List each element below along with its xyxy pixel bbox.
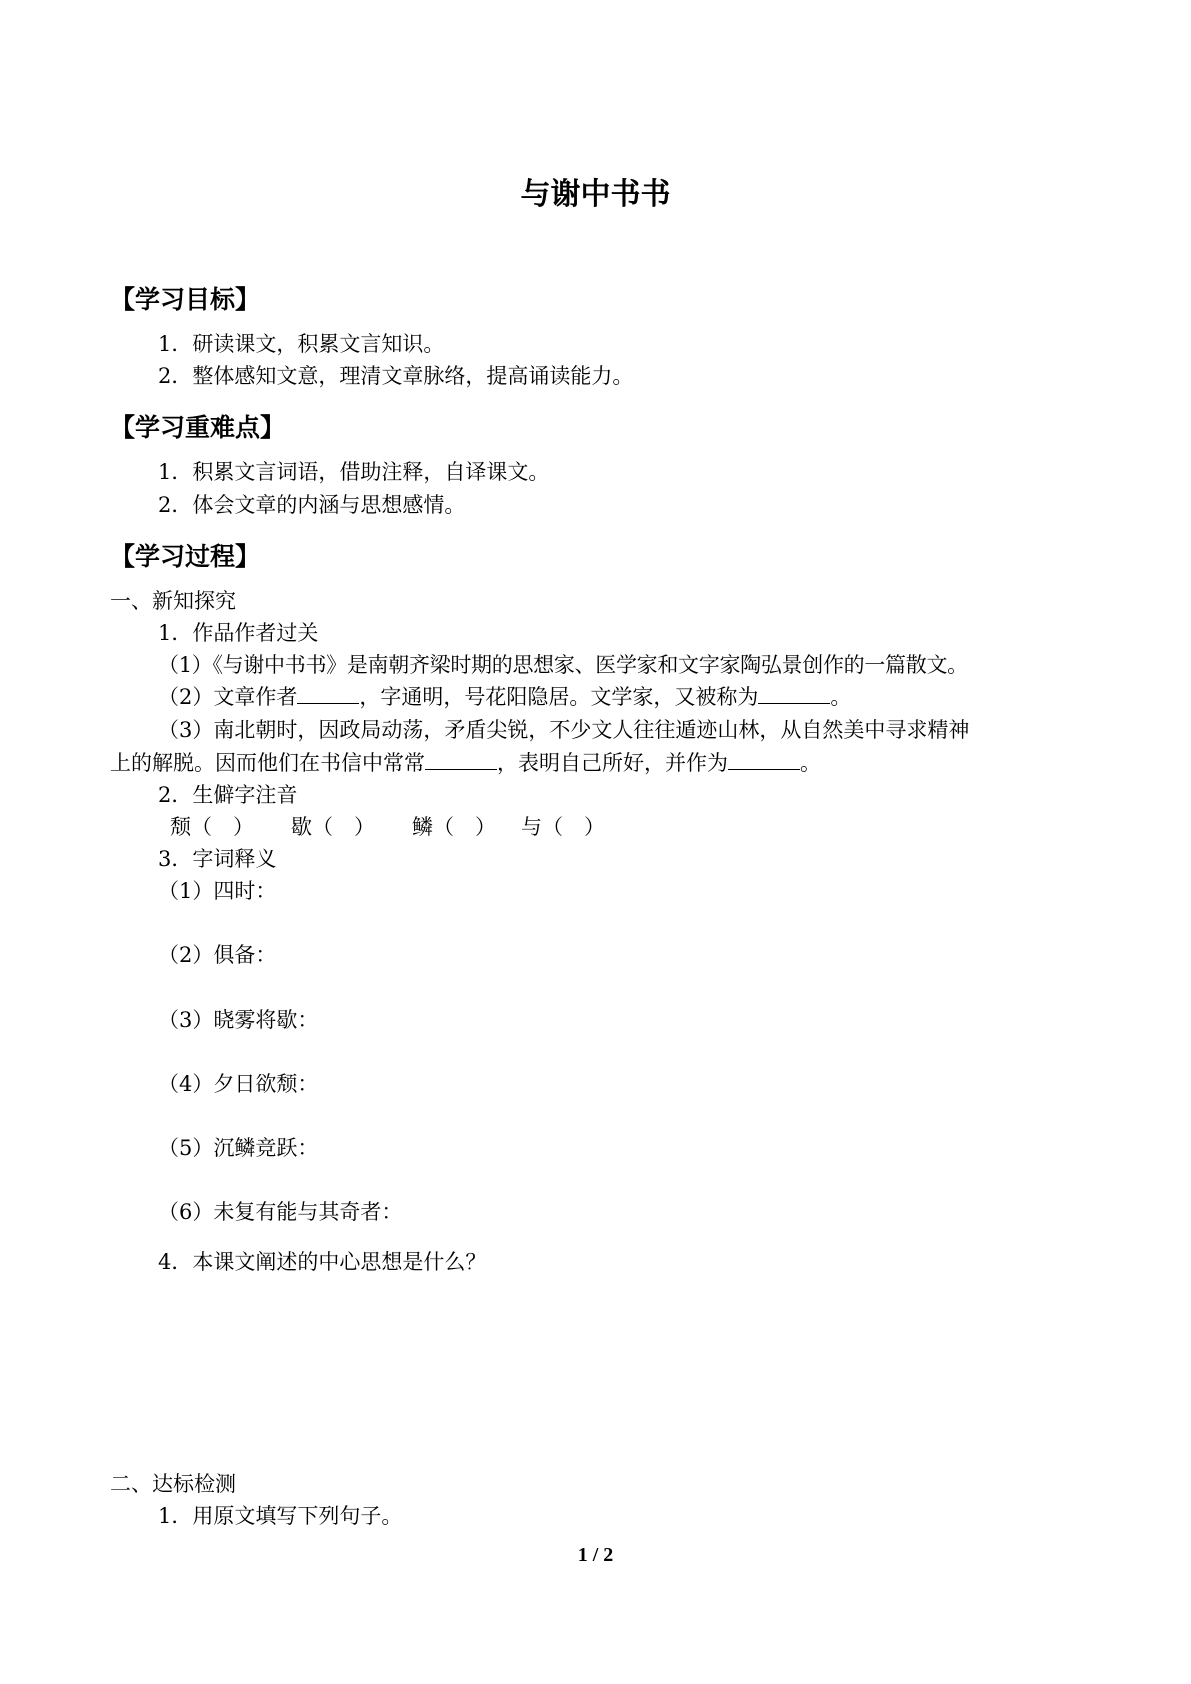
question-1-2-text-b: ，字通明，号花阳隐居。文学家，又被称为	[359, 685, 759, 709]
definition-item: （2）俱备：	[158, 943, 277, 967]
question-4: 4．本课文阐述的中心思想是什么？	[158, 1250, 487, 1274]
question-1-3-text-b: ，表明自己所好，并作为	[497, 751, 728, 775]
question-1-2-text-a: （2）文章作者	[158, 685, 298, 709]
fill-blank[interactable]	[728, 749, 800, 770]
pronunciation-item: 与（ ）	[521, 815, 605, 839]
part2-heading: 二、达标检测	[110, 1472, 236, 1496]
process-heading: 【学习过程】	[110, 542, 261, 571]
definition-item: （5）沉鳞竞跃：	[158, 1136, 319, 1160]
definition-item: （3）晓雾将歇：	[158, 1008, 319, 1032]
definition-item: （6）未复有能与其奇者：	[158, 1200, 403, 1224]
pronunciation-item: 歇（ ）	[291, 815, 375, 839]
pronunciation-item: 颓（ ）	[170, 815, 254, 839]
objective-item: 1．研读课文，积累文言知识。	[158, 332, 445, 356]
document-title: 与谢中书书	[520, 177, 671, 212]
question-1-1: （1）《与谢中书书》是南朝齐梁时期的思想家、医学家和文字家陶弘景创作的一篇散文。	[158, 653, 968, 677]
key-points-heading: 【学习重难点】	[110, 413, 286, 442]
fill-blank[interactable]	[425, 749, 497, 770]
definition-item: （4）夕日欲颓：	[158, 1072, 319, 1096]
question-1-title: 1．作品作者过关	[158, 621, 319, 645]
definition-item: （1）四时：	[158, 879, 277, 903]
question-1-3-text-c: 。	[800, 751, 821, 775]
question-1-2-text-c: 。	[830, 685, 852, 709]
key-point-item: 1．积累文言词语，借助注释，自译课文。	[158, 460, 550, 484]
objectives-heading: 【学习目标】	[110, 285, 261, 314]
key-point-item: 2．体会文章的内涵与思想感情。	[158, 493, 466, 517]
question-3-title: 3．字词释义	[158, 847, 277, 871]
part2-question-1: 1．用原文填写下列句子。	[158, 1504, 403, 1528]
pronunciation-item: 鳞（ ）	[412, 815, 496, 839]
question-1-3-text-a: 上的解脱。因而他们在书信中常常	[110, 751, 425, 775]
part1-heading: 一、新知探究	[110, 589, 236, 613]
fill-blank[interactable]	[297, 683, 359, 704]
question-1-3-line-1: （3）南北朝时，因政局动荡，矛盾尖锐，不少文人往往遁迹山林，从自然美中寻求精神	[158, 718, 970, 742]
question-1-3-line-2	[110, 749, 821, 777]
question-2-title: 2．生僻字注音	[158, 783, 298, 807]
objective-item: 2．整体感知文意，理清文章脉络，提高诵读能力。	[158, 364, 634, 388]
page-number: 1 / 2	[577, 1544, 614, 1566]
question-1-2	[158, 683, 851, 711]
fill-blank[interactable]	[758, 683, 830, 704]
